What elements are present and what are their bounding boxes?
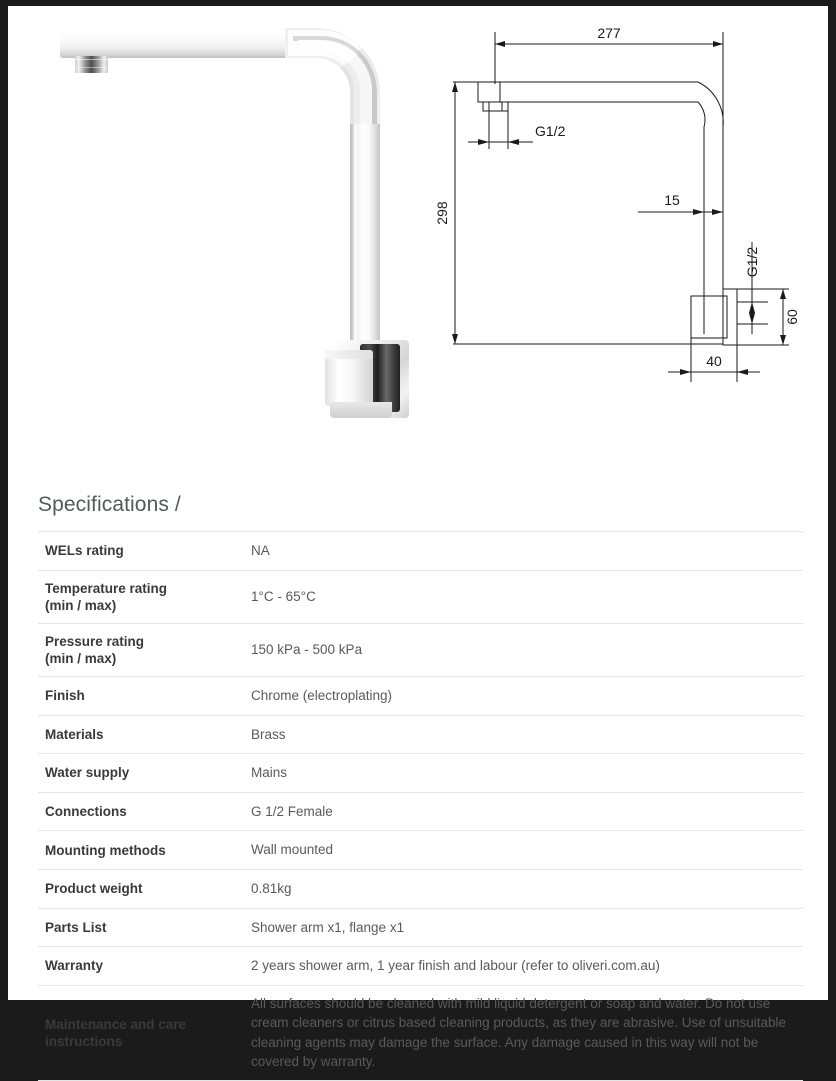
- inlet-thread-detail: [483, 102, 508, 111]
- spec-value: Mains: [251, 765, 288, 781]
- table-row: [38, 570, 803, 623]
- spec-value: Shower arm x1, flange x1: [251, 919, 405, 935]
- dim-60-arrow-bottom: [780, 335, 786, 345]
- spec-value: 0.81kg: [251, 880, 292, 896]
- dim-40-arrow-l: [680, 369, 691, 375]
- spec-key: Maintenance and care instructions: [45, 1016, 187, 1049]
- product-spec-page: [8, 6, 828, 1070]
- specifications-table-body: [38, 532, 803, 1081]
- arm-inner-profile: [478, 102, 705, 334]
- table-row: [38, 715, 803, 754]
- table-row: [38, 623, 803, 676]
- flange-body: [691, 296, 727, 338]
- dim-g12-inlet-arrow-r: [508, 139, 519, 145]
- spec-key: Product weight: [45, 881, 143, 897]
- dim-298-arrow-bottom: [452, 334, 458, 344]
- spec-value: All surfaces should be cleaned with mild liquid detergent or soap and water. Do not use cream cleaners or citrus based cleaning products, as they are abrasive. Use of unsuitable cleaning agents may damage the surface. Any damage caused in this way will not be covered by warranty.: [251, 995, 787, 1070]
- table-row: [38, 869, 803, 908]
- spec-key: Pressure rating (min / max): [45, 633, 145, 666]
- dim-label-g12-outlet: G1/2: [744, 246, 760, 278]
- dim-298-arrow-top: [452, 82, 458, 92]
- dim-label-298: 298: [434, 201, 450, 225]
- technical-drawing: [423, 14, 821, 414]
- table-row: [38, 985, 803, 1080]
- dim-label-60: 60: [784, 309, 800, 325]
- spec-value: 2 years shower arm, 1 year finish and labour (refer to oliveri.com.au): [251, 958, 660, 974]
- dim-15-arrow-r: [712, 209, 723, 215]
- shower-arm-horizontal-section: [60, 28, 315, 58]
- spec-value: Chrome (electroplating): [251, 688, 393, 704]
- table-row: [38, 754, 803, 793]
- dim-g12-outlet-arrow-top: [749, 302, 755, 313]
- table-row: [38, 532, 803, 571]
- table-row: [38, 792, 803, 831]
- wall-flange-base: [330, 402, 392, 418]
- dim-label-g12-inlet: G1/2: [535, 123, 566, 139]
- table-row: [38, 947, 803, 986]
- shower-outlet-thread: [75, 56, 108, 73]
- dim-label-277: 277: [597, 25, 621, 41]
- dim-40-arrow-r: [737, 369, 748, 375]
- spec-key: Temperature rating (min / max): [45, 580, 168, 613]
- spec-key: Materials: [45, 726, 104, 742]
- technical-drawing-svg: [423, 14, 821, 414]
- dim-g12-outlet-arrow-bottom: [749, 313, 755, 324]
- spec-key: Finish: [45, 688, 85, 704]
- flange-plate-outline: [723, 289, 737, 345]
- product-photo: [30, 14, 415, 424]
- dim-g12-inlet-arrow-l: [478, 139, 489, 145]
- spec-value: Wall mounted: [251, 842, 334, 858]
- table-row: [38, 831, 803, 870]
- spec-value: G 1/2 Female: [251, 803, 333, 819]
- dim-15-arrow-l: [693, 209, 704, 215]
- table-row: [38, 677, 803, 716]
- specifications-table: [38, 531, 803, 1081]
- dim-label-15: 15: [664, 192, 680, 208]
- spec-value: Brass: [251, 726, 286, 742]
- spec-value: 150 kPa - 500 kPa: [251, 642, 363, 658]
- dim-60-arrow-top: [780, 289, 786, 299]
- spec-key: Mounting methods: [45, 842, 166, 858]
- table-row: [38, 908, 803, 947]
- arm-outer-profile: [478, 82, 723, 334]
- shower-arm-vertical-highlight: [354, 124, 361, 376]
- spec-value: 1°C - 65°C: [251, 588, 316, 604]
- imagery-band: [8, 6, 828, 461]
- dim-label-40: 40: [706, 353, 722, 369]
- spec-key: Water supply: [45, 765, 130, 781]
- wall-flange-cube-top: [325, 350, 373, 359]
- dim-277-arrow-right: [713, 41, 723, 47]
- dim-277-arrow-left: [495, 41, 505, 47]
- spec-key: WELs rating: [45, 543, 124, 559]
- inlet-boss: [478, 82, 500, 102]
- spec-key: Warranty: [45, 958, 104, 974]
- spec-key: Parts List: [45, 919, 107, 935]
- spec-key: Connections: [45, 804, 127, 820]
- spec-value: NA: [251, 543, 270, 558]
- specifications-heading: Specifications /: [38, 493, 181, 516]
